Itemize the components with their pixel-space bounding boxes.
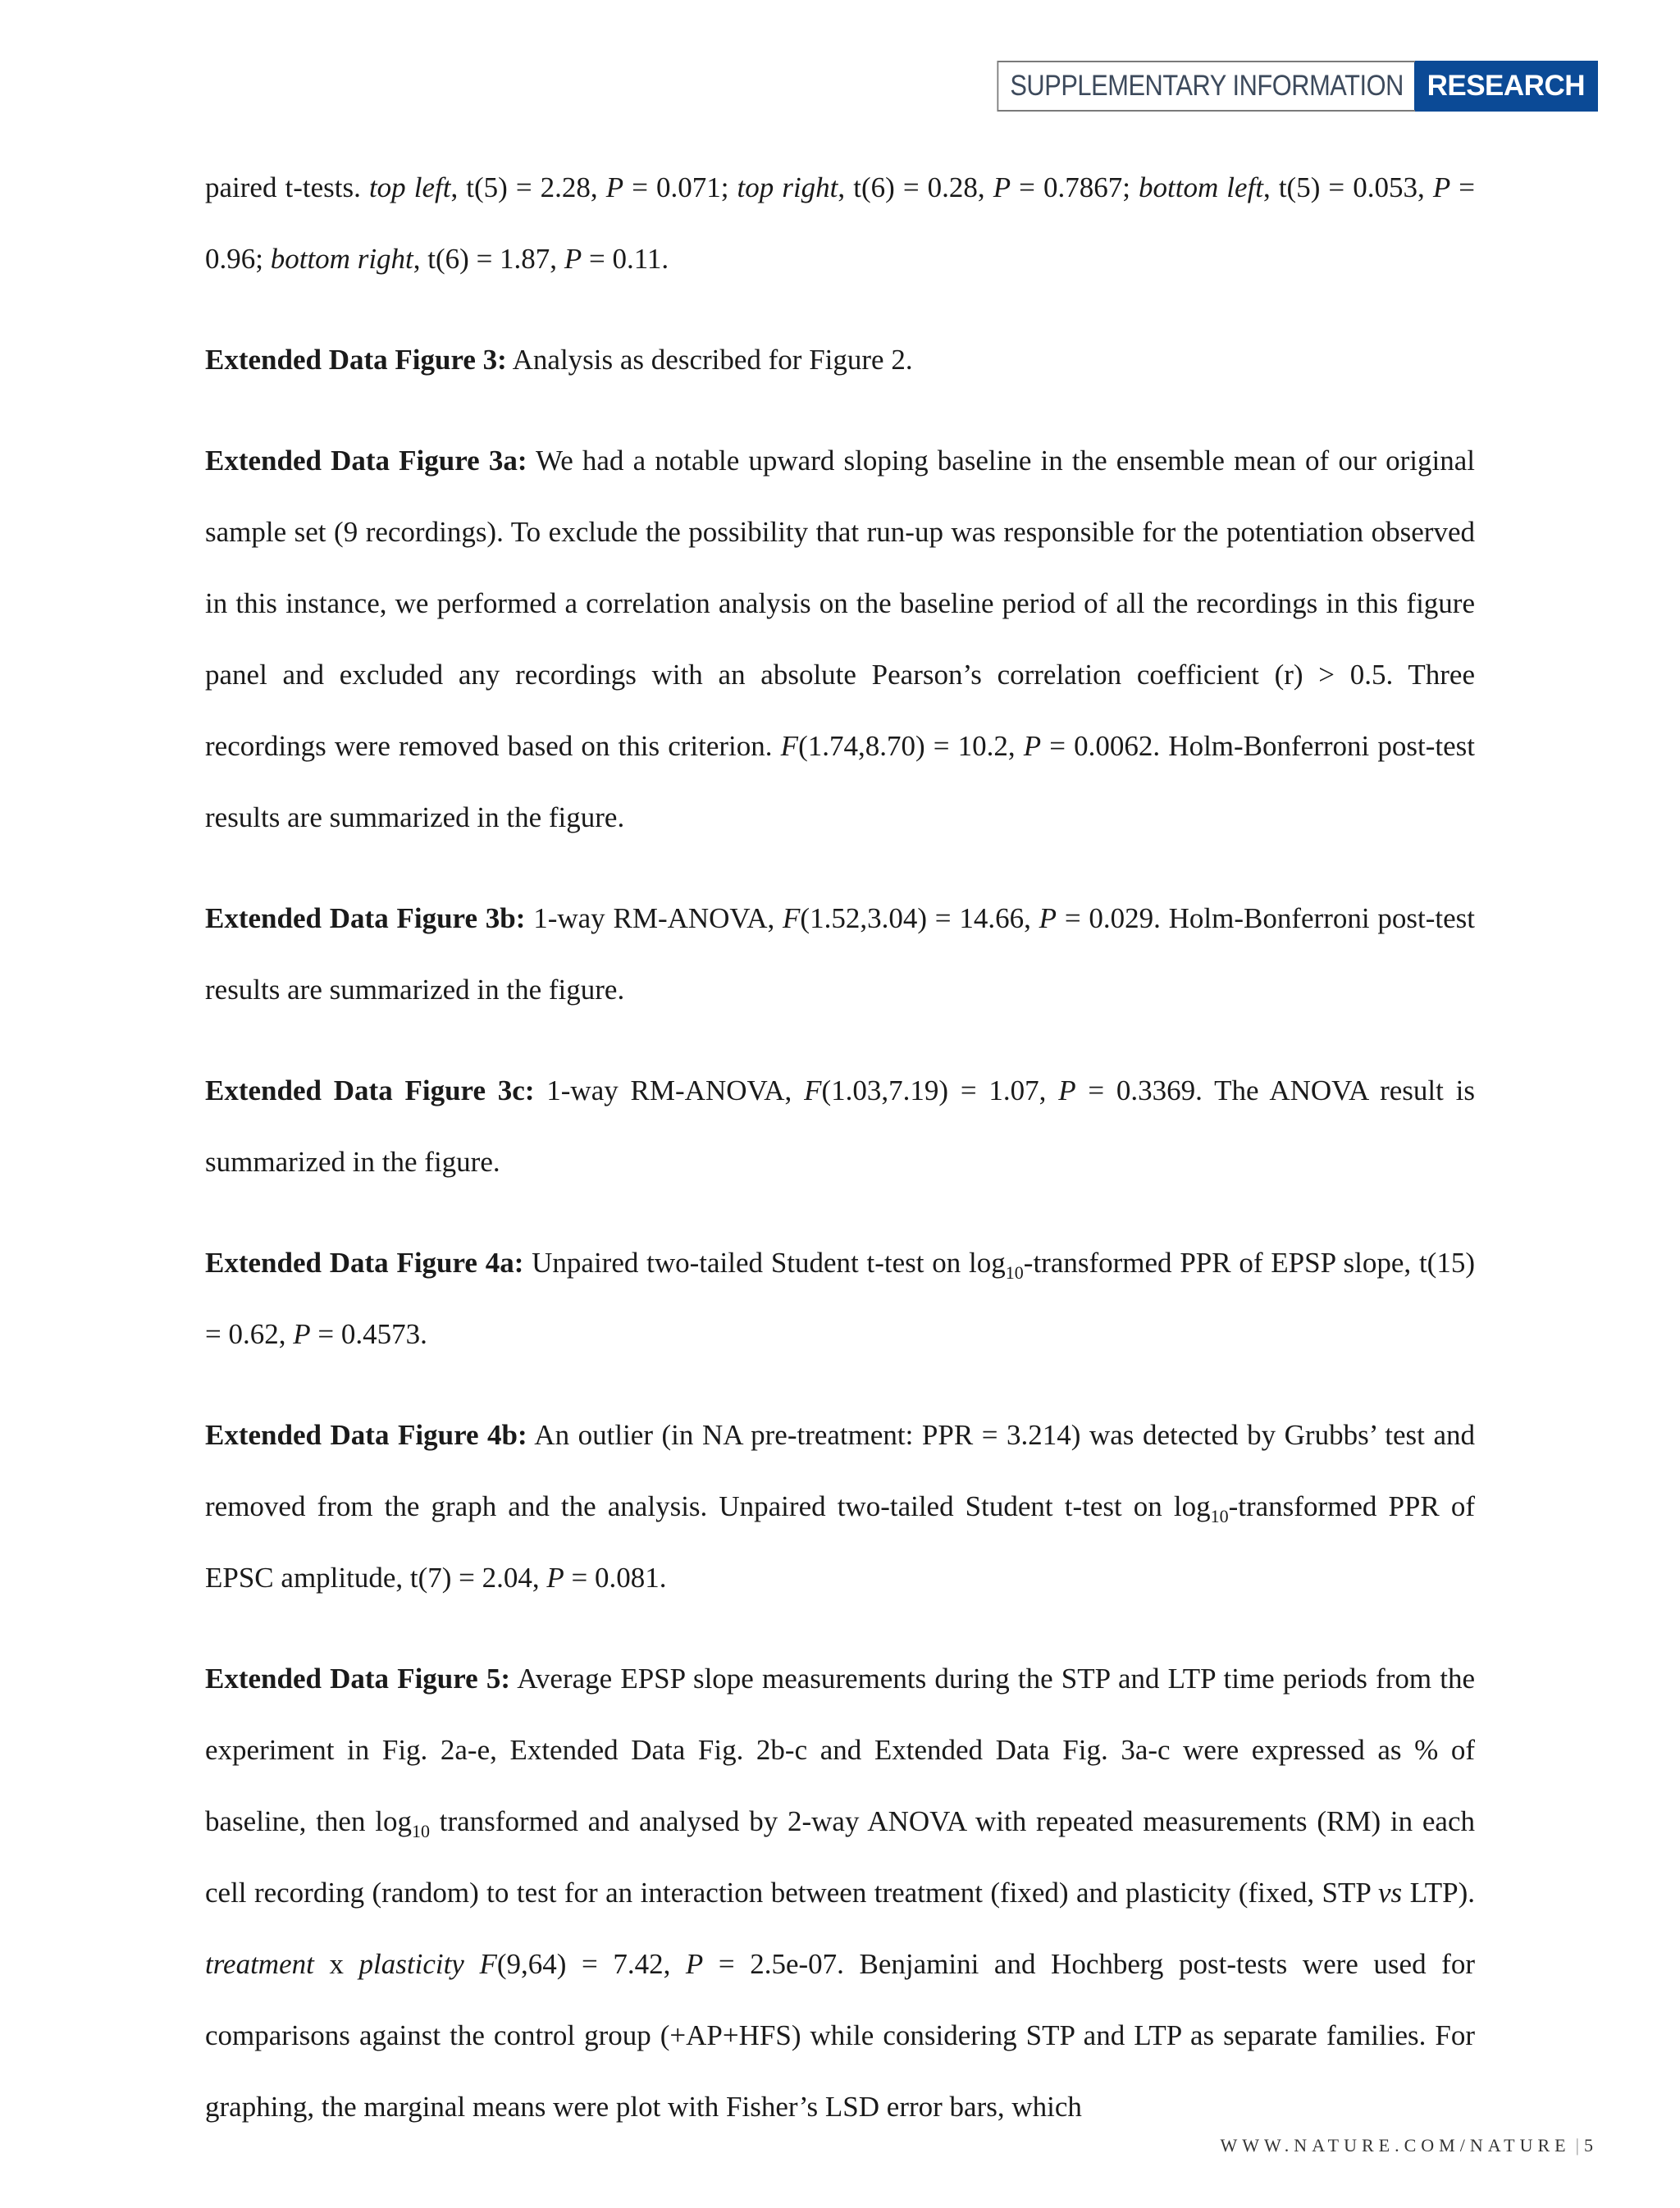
text-run: paired t-tests. xyxy=(205,171,369,203)
page-footer xyxy=(1221,2135,1598,2156)
text-run: = 0.0062. Holm-Bonferroni post-test results are summarized in the figure. xyxy=(205,730,1475,833)
text-run: plasticity xyxy=(358,1948,464,1980)
text-run: = 0.3369. The ANOVA result is summarized in the figure. xyxy=(205,1074,1475,1178)
figure-label: Extended Data Figure 4a: xyxy=(205,1247,524,1279)
text-run: = 2.5e-07. Benjamini and Hochberg post-tests were used for comparisons against the control group (+AP+HFS) while considering STP and LTP as separate families. For graphing, the marginal means were plot with Fisher’s LSD error bars, which xyxy=(205,1948,1475,2123)
text-run: , t(5) = 0.053, xyxy=(1263,171,1433,203)
text-run: P xyxy=(1039,902,1057,934)
text-run: = 0.96; xyxy=(205,171,1476,275)
text-run: = 0.11. xyxy=(582,243,669,275)
text-run: , t(5) = 2.28, xyxy=(450,171,606,203)
text-run: P xyxy=(1023,730,1042,762)
paragraph-ext-fig-3 xyxy=(205,324,1475,395)
text-run: = 0.7867; xyxy=(1011,171,1139,203)
text-run: Analysis as described for Figure 2. xyxy=(506,344,913,376)
text-run: (1.74,8.70) = 10.2, xyxy=(798,730,1024,762)
text-run: F xyxy=(783,902,801,934)
text-run: = 0.4573. xyxy=(310,1318,427,1350)
figure-label: Extended Data Figure 3a: xyxy=(205,445,527,477)
text-run: F xyxy=(804,1074,822,1106)
text-run: We had a notable upward sloping baseline in the ensemble mean of our original sample set (9 recordings). To exclude the possibility that run-up was responsible for the potentiation observed in this instance, we performed a correlation analysis on the baseline period of all the recordings in this figure panel and excluded any recordings with an absolute Pearson’s correlation coefficient (r) > 0.5. Three recordings were removed based on this criterion. xyxy=(205,445,1475,762)
text-run: 1-way RM-ANOVA, xyxy=(534,1074,805,1106)
figure-label: Extended Data Figure 3b: xyxy=(205,902,526,934)
text-run: P xyxy=(293,1318,311,1350)
text-run: P xyxy=(564,243,582,275)
paragraph-ext-fig-4b xyxy=(205,1399,1475,1613)
text-run: top right xyxy=(737,171,838,203)
text-run: -transformed PPR of EPSC amplitude, t(7) = 2.04, xyxy=(205,1490,1475,1594)
text-run: Average EPSP slope measurements during the STP and LTP time periods from the experiment in Fig. 2a-e, Extended Data Fig. 2b-c and Extended Data Fig. 3a-c were expressed as % of baseline, then log xyxy=(205,1663,1475,1837)
text-run: = 0.071; xyxy=(623,171,737,203)
text-run: = 0.081. xyxy=(564,1562,667,1594)
text-run: P xyxy=(546,1562,564,1594)
paragraph-paired-t-tests xyxy=(205,152,1475,294)
research-label: RESEARCH xyxy=(1414,61,1598,112)
footer-separator: | xyxy=(1575,2135,1579,2156)
text-run xyxy=(464,1948,480,1980)
paragraph-ext-fig-3c xyxy=(205,1055,1475,1198)
text-run: bottom right xyxy=(270,243,413,275)
paragraph-ext-fig-5 xyxy=(205,1643,1475,2142)
subscript: 10 xyxy=(1005,1262,1024,1283)
text-run: , t(6) = 0.28, xyxy=(838,171,993,203)
text-run: (9,64) = 7.42, xyxy=(496,1948,686,1980)
page-number: 5 xyxy=(1584,2135,1598,2156)
text-run: , t(6) = 1.87, xyxy=(413,243,564,275)
subscript: 10 xyxy=(1210,1506,1229,1526)
text-run: P xyxy=(1432,171,1451,203)
journal-header xyxy=(940,61,1598,112)
body-text xyxy=(205,152,1475,2172)
text-run: bottom left xyxy=(1139,171,1264,203)
paragraph-ext-fig-3a xyxy=(205,425,1475,853)
subscript: 10 xyxy=(411,1821,430,1841)
text-run: = 0.029. Holm-Bonferroni post-test results are summarized in the figure. xyxy=(205,902,1475,1006)
text-run: top left xyxy=(368,171,451,203)
paragraph-ext-fig-3b xyxy=(205,883,1475,1025)
text-run: An outlier (in NA pre-treatment: PPR = 3.214) was detected by Grubbs’ test and removed from the graph and the analysis. Unpaired two-tailed Student t-test on log xyxy=(205,1419,1475,1522)
text-run: (1.52,3.04) = 14.66, xyxy=(800,902,1039,934)
text-run: P xyxy=(605,171,624,203)
text-run: vs xyxy=(1377,1877,1403,1909)
figure-label: Extended Data Figure 5: xyxy=(205,1663,511,1695)
text-run: P xyxy=(685,1948,704,1980)
figure-label: Extended Data Figure 4b: xyxy=(205,1419,527,1451)
supplementary-information-label: SUPPLEMENTARY INFORMATION xyxy=(997,61,1415,112)
text-run: F xyxy=(479,1948,497,1980)
text-run: x xyxy=(313,1948,359,1980)
text-run: (1.03,7.19) = 1.07, xyxy=(821,1074,1059,1106)
text-run: P xyxy=(1058,1074,1076,1106)
text-run: 1-way RM-ANOVA, xyxy=(525,902,783,934)
text-run: -transformed PPR of EPSP slope, t(15) = 0.62, xyxy=(205,1247,1475,1350)
text-run: Unpaired two-tailed Student t-test on log xyxy=(523,1247,1006,1279)
text-run: LTP). xyxy=(1402,1877,1475,1909)
footer-url[interactable]: WWW.NATURE.COM/NATURE xyxy=(1220,2135,1571,2156)
text-run: transformed and analysed by 2-way ANOVA with repeated measurements (RM) in each cell recording (random) to test for an interaction between treatment (fixed) and plasticity (fixed, STP xyxy=(205,1805,1475,1909)
text-run: F xyxy=(780,730,799,762)
paragraph-ext-fig-4a xyxy=(205,1227,1475,1370)
figure-label: Extended Data Figure 3: xyxy=(205,344,507,376)
text-run: treatment xyxy=(205,1948,314,1980)
text-run: P xyxy=(993,171,1011,203)
figure-label: Extended Data Figure 3c: xyxy=(205,1074,535,1106)
